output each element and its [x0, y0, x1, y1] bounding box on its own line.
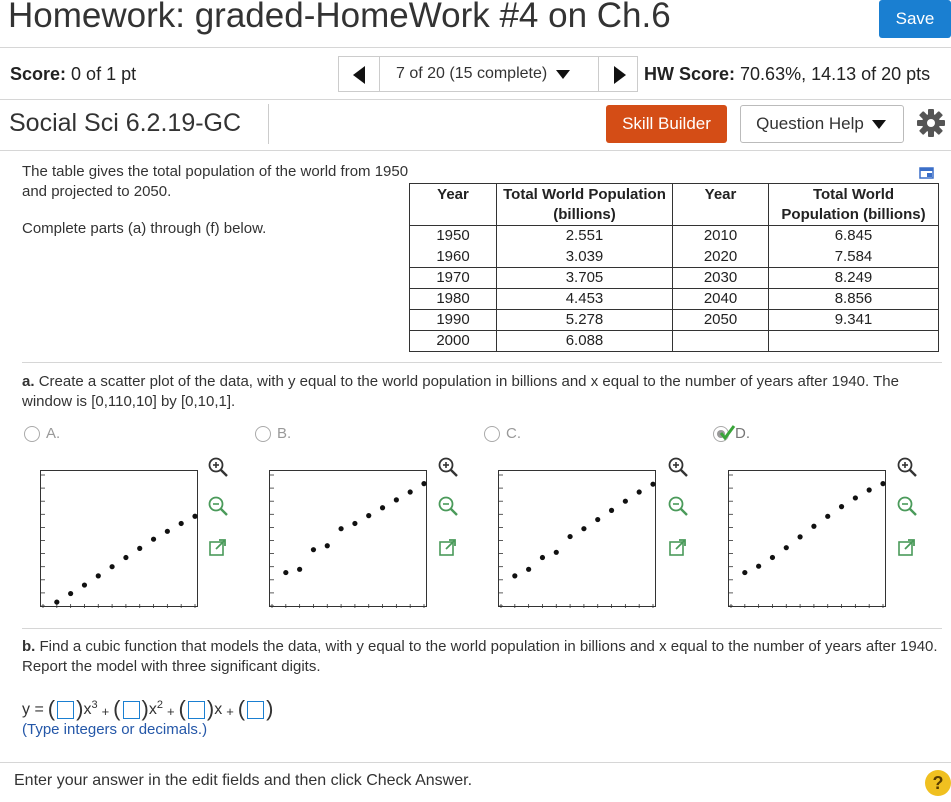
- scatter-point: [123, 555, 128, 560]
- hw-score-display: [644, 64, 930, 85]
- scatter-plot-svg: [41, 471, 199, 608]
- scatter-point: [297, 567, 302, 572]
- scatter-point: [595, 517, 600, 522]
- radio-b[interactable]: [255, 426, 271, 442]
- scatter-point: [581, 526, 586, 531]
- table-cell: 4.453: [497, 289, 673, 310]
- table-cell: 1980: [410, 289, 497, 310]
- part-a-letter: a.: [22, 373, 35, 390]
- part-a-prompt: [22, 372, 947, 412]
- coef-x2-input[interactable]: [123, 701, 140, 719]
- table-cell: 1990: [410, 310, 497, 331]
- divider: [0, 762, 951, 763]
- paren-open: (: [47, 696, 56, 721]
- var-x3: x: [83, 701, 92, 718]
- intro-text: The table gives the total population of the world from 1950 and projected to 2050.: [22, 163, 409, 200]
- popout-icon[interactable]: [895, 536, 919, 560]
- table-cell: 8.856: [769, 289, 939, 310]
- scatter-plot-svg: [270, 471, 428, 608]
- table-row: [410, 289, 939, 310]
- cubic-equation: [22, 696, 274, 721]
- zoom-in-icon[interactable]: [666, 455, 690, 479]
- plus-sign: +: [101, 704, 110, 719]
- scatter-point: [825, 514, 830, 519]
- exp-2: 2: [156, 699, 163, 711]
- table-row: [410, 247, 939, 268]
- help-icon[interactable]: ?: [925, 770, 951, 796]
- plot-c: [498, 470, 656, 607]
- divider: [22, 362, 942, 363]
- table-cell: 2050: [673, 310, 769, 331]
- score-label: Score:: [10, 64, 67, 84]
- scatter-point: [179, 521, 184, 526]
- table-header-row: [410, 184, 939, 226]
- scatter-point: [637, 489, 642, 494]
- table-cell: 7.584: [769, 247, 939, 268]
- option-b[interactable]: [255, 425, 291, 442]
- paren-open: (: [178, 696, 186, 721]
- table-header: Total World Population (billions): [769, 184, 939, 226]
- zoom-out-icon[interactable]: [666, 494, 690, 518]
- scatter-point: [609, 508, 614, 513]
- table-cell: [769, 331, 939, 352]
- part-b-prompt: [22, 637, 947, 677]
- save-button[interactable]: Save: [879, 0, 951, 38]
- scatter-point: [540, 555, 545, 560]
- scatter-point: [797, 534, 802, 539]
- popout-icon[interactable]: [206, 536, 230, 560]
- scatter-point: [283, 570, 288, 575]
- scatter-point: [839, 504, 844, 509]
- hw-score-label: HW Score:: [644, 64, 736, 84]
- question-help-label: Question Help: [756, 114, 864, 133]
- divider: [0, 99, 951, 100]
- previous-question-button[interactable]: [338, 56, 380, 92]
- paren-close: ): [76, 696, 84, 721]
- table-row: [410, 331, 939, 352]
- zoom-in-icon[interactable]: [895, 455, 919, 479]
- radio-c[interactable]: [484, 426, 500, 442]
- scatter-point: [623, 499, 628, 504]
- var-x2: x: [148, 701, 157, 718]
- scatter-plot-svg: [499, 471, 657, 608]
- question-id: Social Sci 6.2.19-GC: [9, 109, 242, 137]
- table-header: Year: [673, 184, 769, 226]
- table-cell: 3.705: [497, 268, 673, 289]
- scatter-point: [380, 505, 385, 510]
- triangle-right-icon: [599, 57, 639, 93]
- option-c[interactable]: [484, 425, 521, 442]
- table-cell: 1960: [410, 247, 497, 268]
- scatter-point: [512, 573, 517, 578]
- skill-builder-button[interactable]: Skill Builder: [606, 105, 727, 143]
- scatter-point: [394, 497, 399, 502]
- table-header: Year: [410, 184, 497, 226]
- scatter-point: [192, 514, 197, 519]
- constant-input[interactable]: [247, 701, 264, 719]
- divider: [0, 47, 951, 48]
- hw-score-value: 70.63%, 14.13 of 20 pts: [740, 64, 931, 84]
- scatter-point: [311, 547, 316, 552]
- scatter-point: [325, 543, 330, 548]
- population-table: [409, 183, 939, 352]
- table-cell: 8.249: [769, 268, 939, 289]
- plot-b: [269, 470, 427, 607]
- scatter-point: [742, 570, 747, 575]
- scatter-point: [567, 534, 572, 539]
- footer-instruction: Enter your answer in the edit fields and then click Check Answer.: [14, 772, 473, 789]
- checked-radio-icon: [713, 423, 737, 443]
- radio-d-selected[interactable]: [713, 426, 729, 442]
- option-a-label: A.: [46, 425, 61, 442]
- popout-icon[interactable]: [436, 536, 460, 560]
- plus-sign: +: [226, 704, 234, 719]
- question-nav-select[interactable]: [380, 56, 598, 92]
- scatter-point: [880, 481, 885, 486]
- zoom-out-icon[interactable]: [206, 494, 230, 518]
- option-b-label: B.: [277, 425, 292, 442]
- scatter-point: [96, 573, 101, 578]
- table-cell: 2020: [673, 247, 769, 268]
- scatter-plot-svg: [729, 471, 887, 608]
- scatter-point: [165, 529, 170, 534]
- table-row: [410, 226, 939, 247]
- table-cell: 6.845: [769, 226, 939, 247]
- plot-d: [728, 470, 886, 607]
- scatter-point: [421, 481, 426, 486]
- table-row: [410, 310, 939, 331]
- caret-down-icon: [870, 117, 888, 131]
- scatter-point: [68, 591, 73, 596]
- paren-close: ): [266, 696, 274, 721]
- scatter-point: [82, 582, 87, 587]
- scatter-point: [338, 526, 343, 531]
- homework-title: Homework: graded-HomeWork #4 on Ch.6: [8, 0, 671, 35]
- scatter-point: [352, 521, 357, 526]
- next-question-button[interactable]: [598, 56, 638, 92]
- table-row: [410, 268, 939, 289]
- coef-x3-input[interactable]: [57, 701, 74, 719]
- window-icon[interactable]: [918, 165, 936, 181]
- exp-3: 3: [91, 699, 98, 711]
- table-cell: 9.341: [769, 310, 939, 331]
- zoom-in-icon[interactable]: [436, 455, 460, 479]
- caret-down-icon: [553, 67, 573, 81]
- score-display: [10, 64, 136, 85]
- popout-icon[interactable]: [666, 536, 690, 560]
- table-cell: 5.278: [497, 310, 673, 331]
- input-hint: (Type integers or decimals.): [22, 721, 208, 738]
- scatter-point: [853, 495, 858, 500]
- gear-icon[interactable]: [916, 108, 946, 138]
- paren-open: (: [237, 696, 246, 721]
- var-x1: x: [214, 701, 223, 718]
- option-a[interactable]: [24, 425, 60, 442]
- table-cell: [673, 331, 769, 352]
- table-cell: 3.039: [497, 247, 673, 268]
- divider: [0, 150, 951, 151]
- scatter-point: [756, 564, 761, 569]
- paren-open: (: [113, 696, 121, 721]
- divider: [22, 628, 942, 629]
- part-a-text: Create a scatter plot of the data, with y equal to the world population in billions and x equal to the number of years after 1940. The window is [0,110,10] by [0,10,1].: [22, 373, 899, 410]
- option-c-label: C.: [506, 425, 521, 442]
- scatter-point: [137, 546, 142, 551]
- scatter-point: [151, 537, 156, 542]
- option-d[interactable]: [713, 425, 750, 442]
- table-cell: 2040: [673, 289, 769, 310]
- score-value: 0 of 1 pt: [71, 64, 137, 84]
- eq-prefix: y =: [22, 701, 44, 718]
- instructions-text: Complete parts (a) through (f) below.: [22, 220, 267, 237]
- scatter-point: [770, 555, 775, 560]
- coef-x1-input[interactable]: [188, 701, 205, 719]
- scatter-point: [554, 550, 559, 555]
- scatter-point: [784, 545, 789, 550]
- part-b-letter: b.: [22, 638, 36, 655]
- plot-a: [40, 470, 198, 607]
- table-cell: 6.088: [497, 331, 673, 352]
- zoom-in-icon[interactable]: [206, 455, 230, 479]
- scatter-point: [109, 564, 114, 569]
- scatter-point: [408, 489, 413, 494]
- table-cell: 2000: [410, 331, 497, 352]
- scatter-point: [867, 487, 872, 492]
- paren-close: ): [206, 696, 215, 721]
- plus-sign: +: [166, 704, 175, 719]
- table-cell: 2030: [673, 268, 769, 289]
- zoom-out-icon[interactable]: [895, 494, 919, 518]
- table-cell: 1950: [410, 226, 497, 247]
- table-header: Total World Population (billions): [497, 184, 673, 226]
- scatter-point: [54, 599, 59, 604]
- scatter-point: [366, 513, 371, 518]
- question-nav-text: 7 of 20 (15 complete): [396, 65, 548, 82]
- scatter-point: [811, 524, 816, 529]
- paren-close: ): [141, 696, 149, 721]
- scatter-point: [526, 567, 531, 572]
- scatter-point: [650, 482, 655, 487]
- question-help-button[interactable]: [740, 105, 904, 143]
- triangle-left-icon: [339, 57, 381, 93]
- zoom-out-icon[interactable]: [436, 494, 460, 518]
- option-d-label: D.: [735, 425, 750, 442]
- table-cell: 2010: [673, 226, 769, 247]
- table-cell: 1970: [410, 268, 497, 289]
- part-b-text: Find a cubic function that models the data, with y equal to the world population in billions and x equal to the number of years after 1940. Report the model with three significant digits.: [22, 638, 938, 675]
- table-cell: 2.551: [497, 226, 673, 247]
- radio-a[interactable]: [24, 426, 40, 442]
